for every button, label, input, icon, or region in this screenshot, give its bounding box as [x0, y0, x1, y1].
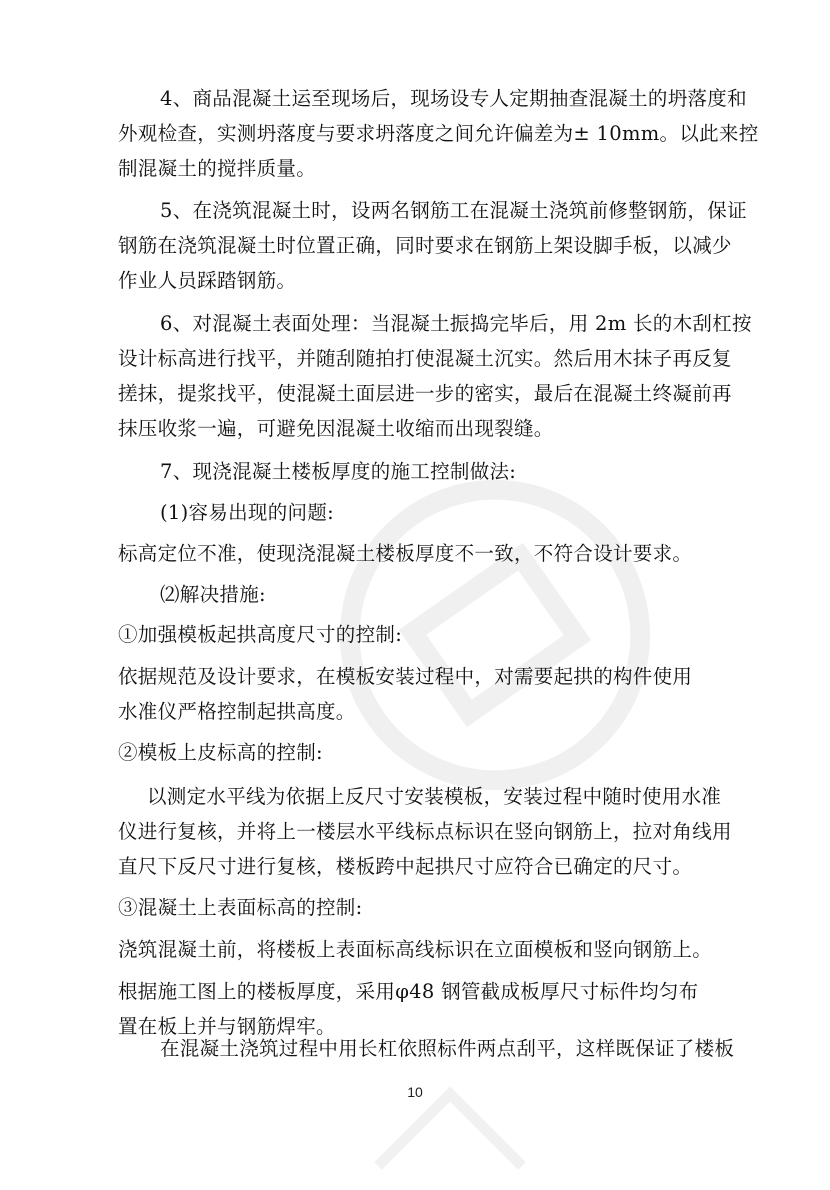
paragraph-line: 搓抹，提浆找平，使混凝土面层进一步的密实，最后在混凝土终凝前再	[118, 382, 732, 405]
paragraph-line: 4、商品混凝土运至现场后，现场设专人定期抽查混凝土的坍落度和	[160, 87, 747, 110]
subheading: ⑵解决措施:	[160, 583, 266, 606]
paragraph-line: 以测定水平线为依据上反尺寸安装模板，安装过程中随时使用水准	[147, 785, 722, 808]
paragraph-line: 在混凝土浇筑过程中用长杠依照标件两点刮平，这样既保证了楼板	[160, 1037, 735, 1060]
paragraph-line: 依据规范及设计要求，在模板安装过程中，对需要起拱的构件使用	[118, 665, 693, 688]
paragraph-line: 作业人员踩踏钢筋。	[118, 269, 297, 292]
paragraph-line: 制混凝土的搅拌质量。	[118, 157, 317, 180]
paragraph-line: 直尺下反尺寸进行复核，楼板跨中起拱尺寸应符合已确定的尺寸。	[118, 855, 693, 878]
paragraph-line: 根据施工图上的楼板厚度，采用φ48 钢管截成板厚尺寸标件均匀布	[118, 980, 699, 1003]
paragraph-line: 6、对混凝土表面处理：当混凝土振捣完毕后，用 2m 长的木刮杠按	[160, 312, 752, 335]
paragraph-line: 标高定位不准，使现浇混凝土楼板厚度不一致，不符合设计要求。	[118, 542, 693, 565]
paragraph-line: 5、在浇筑混凝土时，设两名钢筋工在混凝土浇筑前修整钢筋，保证	[160, 199, 747, 222]
subheading: ②模板上皮标高的控制:	[118, 741, 323, 764]
paragraph-line: 外观检查，实测坍落度与要求坍落度之间允许偏差为± 10mm。以此来控	[118, 122, 759, 145]
paragraph-line: 置在板上并与钢筋焊牢。	[118, 1015, 336, 1038]
paragraph-line: 仪进行复核，并将上一楼层水平线标点标识在竖向钢筋上，拉对角线用	[118, 820, 732, 843]
paragraph-line: 浇筑混凝土前，将楼板上表面标高线标识在立面模板和竖向钢筋上。	[118, 938, 713, 961]
paragraph-line: 水准仪严格控制起拱高度。	[118, 700, 356, 723]
paragraph-line: 抹压收浆一遍，可避免因混凝土收缩而出现裂缝。	[118, 417, 554, 440]
paragraph-line: 设计标高进行找平，并随刮随拍打使混凝土沉实。然后用木抹子再反复	[118, 347, 732, 370]
paragraph-line: 钢筋在浇筑混凝土时位置正确，同时要求在钢筋上架设脚手板，以减少	[118, 234, 732, 257]
subheading: ③混凝土上表面标高的控制:	[118, 896, 363, 919]
page-number: 10	[407, 1084, 423, 1100]
section-heading: 7、现浇混凝土楼板厚度的施工控制做法:	[160, 460, 517, 483]
subheading: (1)容易出现的问题:	[160, 501, 334, 524]
subheading: ①加强模板起拱高度尺寸的控制:	[118, 623, 403, 646]
